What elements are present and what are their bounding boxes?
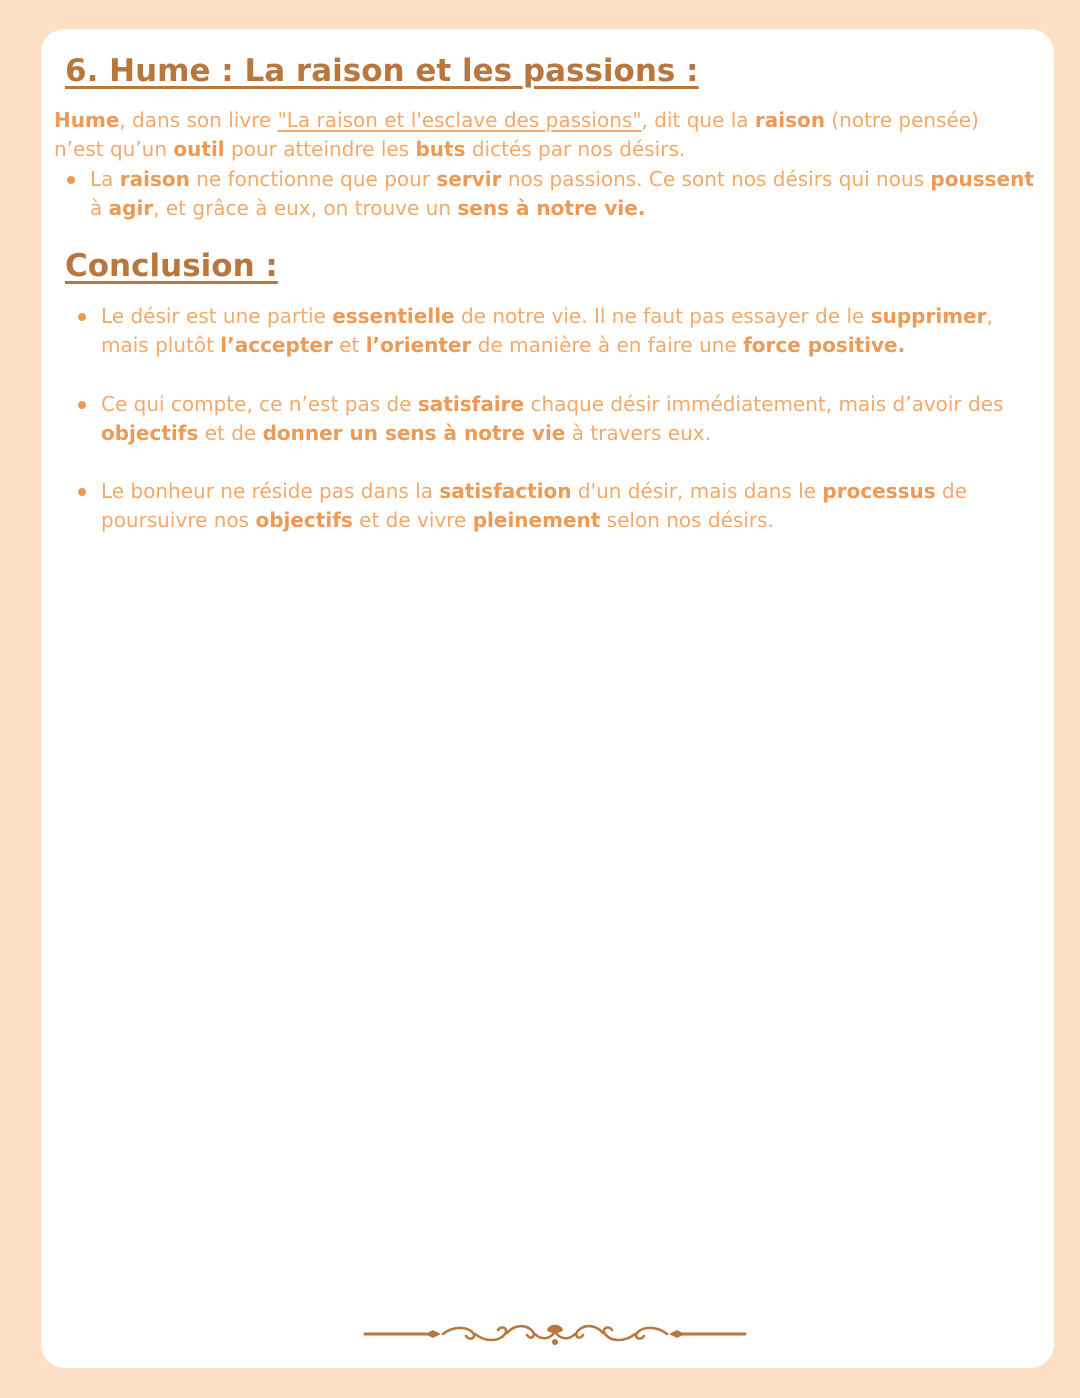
bullet-dot-icon: [78, 488, 86, 496]
conclusion-bullet-item: Le bonheur ne réside pas dans la satisfaction d'un désir, mais dans le processus de poursuivre nos objectifs et de vivre pleinement selon nos désirs.: [101, 477, 1049, 535]
document-page: [41, 29, 1054, 1368]
hume-bullet-item: La raison ne fonctionne que pour servir nos passions. Ce sont nos désirs qui nous poussent à agir, et grâce à eux, on trouve un sens à notre vie.: [90, 165, 1035, 223]
hume-name: Hume: [54, 108, 120, 132]
section-title-conclusion: Conclusion :: [65, 248, 278, 284]
section-title-hume: 6. Hume : La raison et les passions :: [65, 53, 699, 89]
conclusion-bullet-item: Le désir est une partie essentielle de notre vie. Il ne faut pas essayer de le supprimer, mais plutôt l’accepter et l’orienter de manière à en faire une force positive.: [101, 302, 1041, 360]
bullet-dot-icon: [78, 401, 86, 409]
conclusion-bullet-item: Ce qui compte, ce n’est pas de satisfaire chaque désir immédiatement, mais d’avoir des objectifs et de donner un sens à notre vie à travers eux.: [101, 390, 1041, 448]
bullet-dot-icon: [67, 176, 75, 184]
bullet-dot-icon: [78, 313, 86, 321]
hume-intro-paragraph: Hume, dans son livre "La raison et l'esclave des passions", dit que la raison (notre pensée) n’est qu’un outil pour atteindre les buts dictés par nos désirs.: [54, 108, 979, 161]
book-title: "La raison et l'esclave des passions": [277, 108, 642, 132]
ornamental-divider-icon: [363, 1320, 747, 1348]
